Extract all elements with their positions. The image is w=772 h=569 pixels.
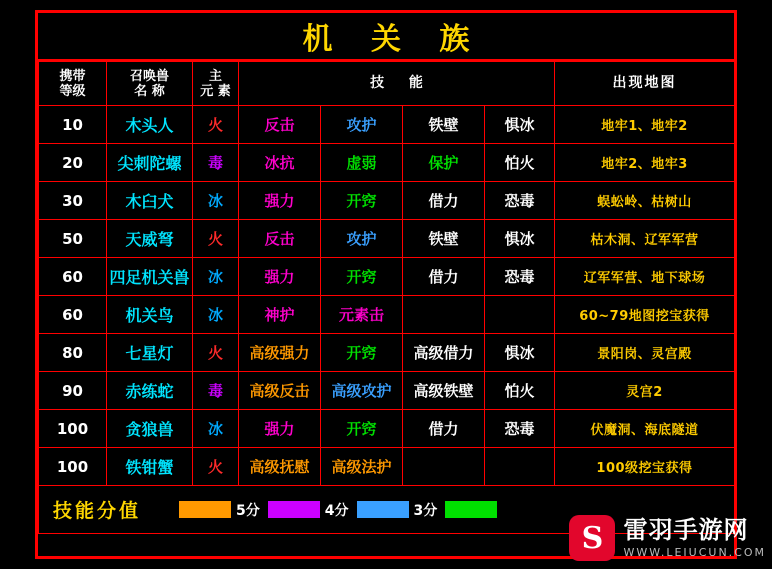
cell-map: 辽军军营、地下球场 bbox=[555, 258, 735, 296]
legend-item bbox=[179, 500, 260, 520]
cell-skill: 冰抗 bbox=[239, 144, 321, 182]
cell-element: 火 bbox=[193, 106, 239, 144]
legend-items bbox=[179, 500, 502, 520]
cell-skill: 攻护 bbox=[321, 106, 403, 144]
cell-skill: 铁壁 bbox=[403, 220, 485, 258]
cell-name: 机关鸟 bbox=[107, 296, 193, 334]
legend-cell bbox=[39, 486, 735, 534]
cell-skill: 恐毒 bbox=[485, 182, 555, 220]
cell-level: 50 bbox=[39, 220, 107, 258]
cell-level: 20 bbox=[39, 144, 107, 182]
cell-skill bbox=[403, 296, 485, 334]
header-map: 出现地图 bbox=[555, 62, 735, 106]
cell-level: 60 bbox=[39, 296, 107, 334]
cell-skill: 反击 bbox=[239, 106, 321, 144]
legend-label: 5分 bbox=[236, 502, 260, 519]
header-level-line2: 等级 bbox=[59, 83, 86, 99]
cell-element: 火 bbox=[193, 220, 239, 258]
cell-name: 铁钳蟹 bbox=[107, 448, 193, 486]
table-row bbox=[39, 258, 735, 296]
cell-map: 100级挖宝获得 bbox=[555, 448, 735, 486]
cell-skill: 借力 bbox=[403, 258, 485, 296]
cell-skill: 铁壁 bbox=[403, 106, 485, 144]
legend-item bbox=[445, 501, 502, 518]
cell-skill: 强力 bbox=[239, 182, 321, 220]
cell-skill: 高级抚慰 bbox=[239, 448, 321, 486]
cell-skill bbox=[403, 448, 485, 486]
cell-skill: 怕火 bbox=[485, 372, 555, 410]
table-row bbox=[39, 334, 735, 372]
cell-skill bbox=[485, 296, 555, 334]
cell-skill: 惧冰 bbox=[485, 334, 555, 372]
table-row bbox=[39, 410, 735, 448]
watermark-url: WWW.LEIUCUN.COM bbox=[623, 546, 766, 559]
cell-level: 100 bbox=[39, 448, 107, 486]
header-element-line1: 主 bbox=[208, 68, 222, 84]
table-row bbox=[39, 372, 735, 410]
page-title: 机 关 族 bbox=[38, 13, 734, 61]
header-name-line2: 名 称 bbox=[134, 83, 165, 99]
cell-element: 毒 bbox=[193, 372, 239, 410]
cell-map: 枯木洞、辽军军营 bbox=[555, 220, 735, 258]
header-element-line2: 元 素 bbox=[200, 83, 231, 99]
cell-skill: 开窍 bbox=[321, 334, 403, 372]
cell-name: 七星灯 bbox=[107, 334, 193, 372]
cell-level: 30 bbox=[39, 182, 107, 220]
table-row bbox=[39, 296, 735, 334]
cell-skill: 反击 bbox=[239, 220, 321, 258]
cell-level: 90 bbox=[39, 372, 107, 410]
cell-skill: 开窍 bbox=[321, 410, 403, 448]
cell-skill: 高级铁壁 bbox=[403, 372, 485, 410]
cell-element: 毒 bbox=[193, 144, 239, 182]
cell-skill bbox=[485, 448, 555, 486]
cell-name: 尖刺陀螺 bbox=[107, 144, 193, 182]
cell-skill: 借力 bbox=[403, 182, 485, 220]
legend-title: 技能分值 bbox=[53, 500, 142, 522]
cell-map: 地牢1、地牢2 bbox=[555, 106, 735, 144]
watermark-name: 雷羽手游网 bbox=[623, 516, 749, 544]
legend-label: 3分 bbox=[413, 502, 438, 519]
cell-element: 冰 bbox=[193, 410, 239, 448]
cell-element: 冰 bbox=[193, 296, 239, 334]
table-header bbox=[39, 62, 735, 106]
header-name-line1: 召唤兽 bbox=[129, 68, 169, 84]
cell-skill: 神护 bbox=[239, 296, 321, 334]
table-row bbox=[39, 448, 735, 486]
cell-skill: 惧冰 bbox=[485, 106, 555, 144]
table-row bbox=[39, 182, 735, 220]
cell-element: 冰 bbox=[193, 182, 239, 220]
cell-skill: 强力 bbox=[239, 410, 321, 448]
cell-skill: 怕火 bbox=[485, 144, 555, 182]
cell-map: 60~79地图挖宝获得 bbox=[555, 296, 735, 334]
cell-element: 冰 bbox=[193, 258, 239, 296]
cell-element: 火 bbox=[193, 334, 239, 372]
cell-skill: 高级借力 bbox=[403, 334, 485, 372]
cell-skill: 恐毒 bbox=[485, 410, 555, 448]
cell-skill: 开窍 bbox=[321, 182, 403, 220]
table-frame bbox=[35, 10, 737, 559]
table-footer bbox=[39, 486, 735, 534]
cell-skill: 恐毒 bbox=[485, 258, 555, 296]
cell-name: 木头人 bbox=[107, 106, 193, 144]
table-row bbox=[39, 144, 735, 182]
table-row bbox=[39, 220, 735, 258]
cell-level: 100 bbox=[39, 410, 107, 448]
cell-skill: 元素击 bbox=[321, 296, 403, 334]
legend-swatch bbox=[357, 501, 409, 518]
header-name bbox=[107, 62, 193, 106]
legend-swatch bbox=[445, 501, 497, 518]
cell-name: 赤练蛇 bbox=[107, 372, 193, 410]
cell-skill: 攻护 bbox=[321, 220, 403, 258]
header-element bbox=[193, 62, 239, 106]
cell-skill: 高级强力 bbox=[239, 334, 321, 372]
header-row bbox=[39, 62, 735, 106]
legend-label: 4分 bbox=[324, 502, 349, 519]
cell-skill: 保护 bbox=[403, 144, 485, 182]
cell-skill: 借力 bbox=[403, 410, 485, 448]
cell-skill: 高级反击 bbox=[239, 372, 321, 410]
legend-swatch bbox=[268, 501, 320, 518]
table-row bbox=[39, 106, 735, 144]
header-level-line1: 携带 bbox=[59, 68, 86, 84]
watermark-logo: S bbox=[569, 515, 615, 561]
cell-map: 蜈蚣岭、枯树山 bbox=[555, 182, 735, 220]
cell-skill: 开窍 bbox=[321, 258, 403, 296]
cell-name: 天威弩 bbox=[107, 220, 193, 258]
summon-table bbox=[38, 61, 735, 534]
cell-element: 火 bbox=[193, 448, 239, 486]
cell-map: 伏魔洞、海底隧道 bbox=[555, 410, 735, 448]
cell-skill: 高级攻护 bbox=[321, 372, 403, 410]
cell-name: 贪狼兽 bbox=[107, 410, 193, 448]
cell-map: 灵宫2 bbox=[555, 372, 735, 410]
cell-map: 地牢2、地牢3 bbox=[555, 144, 735, 182]
legend-row bbox=[39, 486, 735, 534]
legend-item bbox=[268, 500, 349, 520]
cell-skill: 惧冰 bbox=[485, 220, 555, 258]
header-level bbox=[39, 62, 107, 106]
cell-skill: 强力 bbox=[239, 258, 321, 296]
table-body bbox=[39, 106, 735, 486]
cell-level: 60 bbox=[39, 258, 107, 296]
legend-item bbox=[357, 500, 438, 520]
cell-name: 木臼犬 bbox=[107, 182, 193, 220]
cell-name: 四足机关兽 bbox=[107, 258, 193, 296]
header-skills: 技 能 bbox=[239, 62, 555, 106]
legend-swatch bbox=[179, 501, 231, 518]
cell-map: 景阳岗、灵宫殿 bbox=[555, 334, 735, 372]
cell-level: 10 bbox=[39, 106, 107, 144]
cell-skill: 虚弱 bbox=[321, 144, 403, 182]
cell-skill: 高级法护 bbox=[321, 448, 403, 486]
cell-level: 80 bbox=[39, 334, 107, 372]
